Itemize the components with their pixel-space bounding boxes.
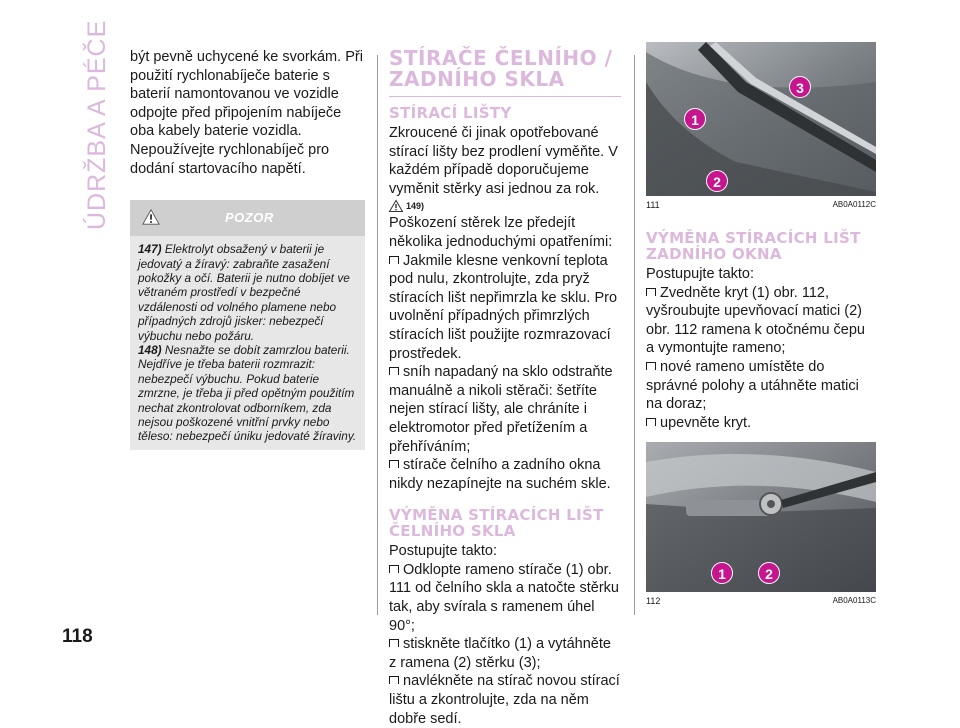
figure-code: AB0A0112C [832, 200, 876, 209]
paragraph: Postupujte takto: [646, 266, 755, 282]
warning-item [138, 242, 357, 343]
bullet-box-icon [389, 565, 399, 573]
paragraph: Postupujte takto: [389, 543, 498, 560]
bullet-box-icon [646, 418, 656, 426]
subsection-heading-front-replacement: VÝMĚNA STÍRACÍCH LIŠT ČELNÍHO SKLA [389, 506, 604, 541]
column-3 [646, 48, 876, 606]
page-number: 118 [62, 626, 93, 647]
callout-1: 1 [684, 108, 706, 130]
list-item: navlékněte na stírač novou stírací lištu a zkontrolujte, zda na něm dobře sedí. [389, 673, 620, 727]
paragraph: Poškození stěrek lze předejít několika jednoduchými opatřeními: [389, 215, 613, 250]
list-item: upevněte kryt. [646, 414, 876, 433]
bullet-box-icon [389, 676, 399, 684]
warning-body [130, 236, 365, 444]
bullet-box-icon [646, 362, 656, 370]
list-item: stírače čelního a zadního okna nikdy nezapínejte na suchém skle. [389, 457, 611, 492]
warning-ref: 147) [138, 242, 162, 257]
list-item: stiskněte tlačítko (1) a vytáhněte z ramena (2) stěrku (3); [389, 636, 611, 671]
paragraph: Zkroucené či jinak opotřebované stírací lišty bez prodlení vyměňte. V každém případě doporučujeme vyměnit stěrky asi jednou za rok. [389, 125, 618, 197]
warning-text: Nesnažte se dobít zamrzlou baterii. Nejdříve je třeba baterii rozmrazit: nebezpečí výbuchu. Pokud baterie zmrzne, je třeba ji před opětným použitím nechat zkontrolovat odborníkem, zda nejsou poškozené vnitřní prvky nebo těleso: nebezpečí úniku jedovaté žíraviny. [138, 343, 357, 444]
warning-header [130, 200, 365, 236]
callout-2: 2 [706, 170, 728, 192]
bullet-box-icon [389, 367, 399, 375]
warning-box [130, 200, 365, 450]
wiper-arm-illustration [646, 42, 876, 196]
bullet-box-icon [389, 639, 399, 647]
list-item: Odklopte rameno stírače (1) obr. 111 od čelního skla a natočte stěrku tak, aby svírala s ramenem úhel 90°; [389, 561, 619, 634]
list-item: Zvedněte kryt (1) obr. 112, vyšroubujte upevňovací matici (2) obr. 112 ramena k otočnému čepu a vymontujte rameno; [646, 284, 865, 357]
figure-112-rear-wiper [646, 442, 876, 592]
intro-paragraph: být pevně uchycené ke svorkám. Při použití rychlonabíječe baterie s baterií namontovanou ve vozidle odpojte před připojením nabíječe oba kabely baterie vozidla. Nepoužívejte rychlonabíječ pro dodání startovacího napětí. [130, 49, 363, 177]
bullet-box-icon [389, 256, 399, 264]
figure-caption [646, 596, 876, 606]
figure-number: 112 [646, 596, 661, 607]
column-2 [389, 48, 621, 728]
bullet-box-icon [646, 288, 656, 296]
callout-3: 3 [789, 76, 811, 98]
list-item: nové rameno umístěte do správné polohy a utáhněte matici na doraz; [646, 358, 859, 413]
warning-text: Elektrolyt obsažený v baterii je jedovatý a žíravý: zabraňte zasažení pokožky a očí. Baterii je nutno dobíjet ve větraném prostředí v bezpečné vzdálenosti od volného plamene nebo případných zdrojů jisker: nebezpečí výbuchu nebo požáru. [138, 242, 350, 343]
column-divider-1 [377, 55, 378, 615]
figure-111-wiper-arm [646, 42, 876, 196]
figure-number: 111 [646, 200, 660, 210]
warning-triangle-icon [389, 200, 403, 212]
note-ref-number: 149) [406, 201, 425, 212]
bullet-box-icon [389, 460, 399, 468]
list-item: Jakmile klesne venkovní teplota pod nulu, zkontrolujte, zda pryž stíracích lišt nepřimrzla ke sklu. Pro uvolnění případných přimrzlých stíracích lišt použijte rozmrazovací prostředek. [389, 252, 618, 362]
callout-2: 2 [758, 562, 780, 584]
warning-ref: 148) [138, 343, 162, 357]
column-divider-2 [634, 55, 635, 615]
column-1 [130, 48, 365, 450]
figure-code: AB0A0113C [832, 596, 876, 606]
subsection-heading-rear-replacement: VÝMĚNA STÍRACÍCH LIŠT ZADNÍHO OKNA [646, 229, 861, 263]
figure-caption [646, 200, 876, 210]
sidebar-section-title: ÚDRŽBA A PÉČE [83, 19, 111, 230]
list-item: sníh napadaný na sklo odstraňte manuálně a nikoli stěrači: šetříte nejen stírací lišty, ale chráníte i elektromotor před přetížením a přehříváním; [389, 364, 613, 455]
warning-item [138, 343, 357, 444]
callout-1: 1 [711, 562, 733, 584]
subsection-heading-wiper-blades: STÍRACÍ LIŠTY [389, 104, 512, 122]
section-heading: STÍRAČE ČELNÍHO / ZADNÍHO SKLA [389, 48, 621, 97]
note-reference [389, 200, 621, 212]
warning-triangle-icon [142, 208, 160, 226]
warning-title: POZOR [225, 210, 274, 226]
